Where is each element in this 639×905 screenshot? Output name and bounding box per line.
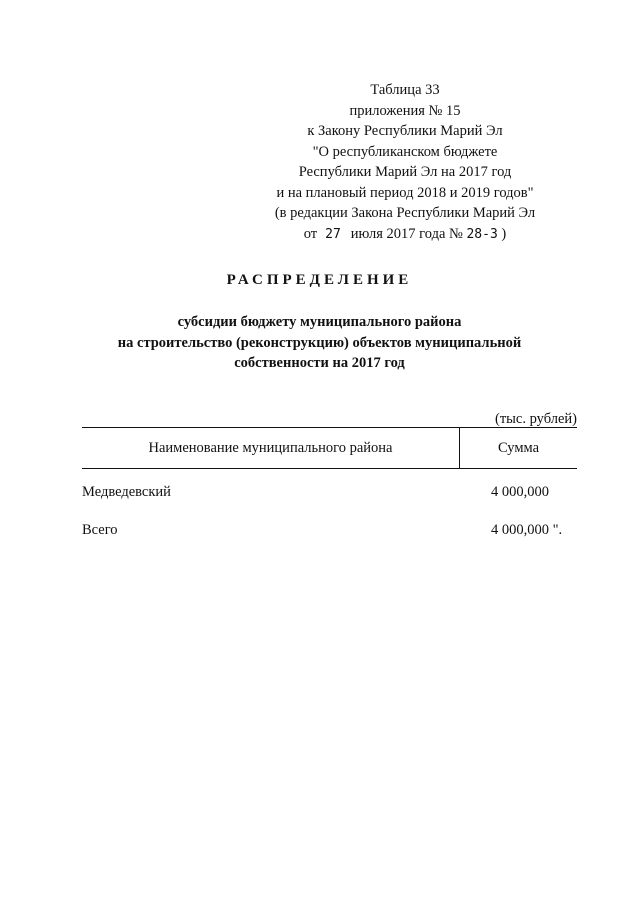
header-line-law-title-2: Республики Марий Эл на 2017 год bbox=[298, 164, 512, 180]
header-line-revision: (в редакции Закона Республики Марий Эл bbox=[274, 205, 536, 221]
header-line-table-number: Таблица 33 bbox=[370, 82, 440, 98]
row-district-sum: 4 000,000 bbox=[491, 483, 549, 500]
date-day: 27 bbox=[325, 226, 341, 242]
table-header bbox=[82, 427, 577, 469]
header-line-law-title-3: и на плановый период 2018 и 2019 годов" bbox=[276, 184, 534, 201]
appendix-header bbox=[250, 80, 560, 245]
subtitle-line-1: субсидии бюджету муниципального района bbox=[177, 314, 462, 330]
header-line-law-title-1: "О республиканском бюджете bbox=[312, 143, 498, 160]
document-subtitle bbox=[0, 312, 639, 374]
law-number: 28-З bbox=[466, 226, 498, 242]
header-line-date bbox=[250, 224, 560, 246]
document-title: РАСПРЕДЕЛЕНИЕ bbox=[226, 272, 413, 288]
header-line-appendix: приложения № 15 bbox=[349, 102, 461, 119]
header-cell-sum: Сумма bbox=[497, 439, 540, 456]
unit-note: (тыс. рублей) bbox=[495, 411, 577, 427]
row-district-name: Медведевский bbox=[82, 483, 171, 500]
distribution-table bbox=[82, 427, 577, 540]
date-prefix: от bbox=[303, 225, 318, 242]
header-line-law: к Закону Республики Марий Эл bbox=[307, 123, 503, 139]
header-cell-name: Наименование муниципального района bbox=[82, 428, 460, 468]
row-total-sum: 4 000,000 ". bbox=[491, 521, 563, 538]
date-suffix: ) bbox=[501, 225, 507, 242]
row-total-label: Всего bbox=[82, 521, 118, 538]
table-row bbox=[82, 482, 577, 502]
table-row-total bbox=[82, 520, 577, 540]
date-month-year: июля 2017 года № bbox=[350, 225, 463, 242]
subtitle-line-3: собственности на 2017 год bbox=[234, 355, 405, 371]
subtitle-line-2: на строительство (реконструкцию) объектов муниципальной bbox=[117, 334, 522, 351]
